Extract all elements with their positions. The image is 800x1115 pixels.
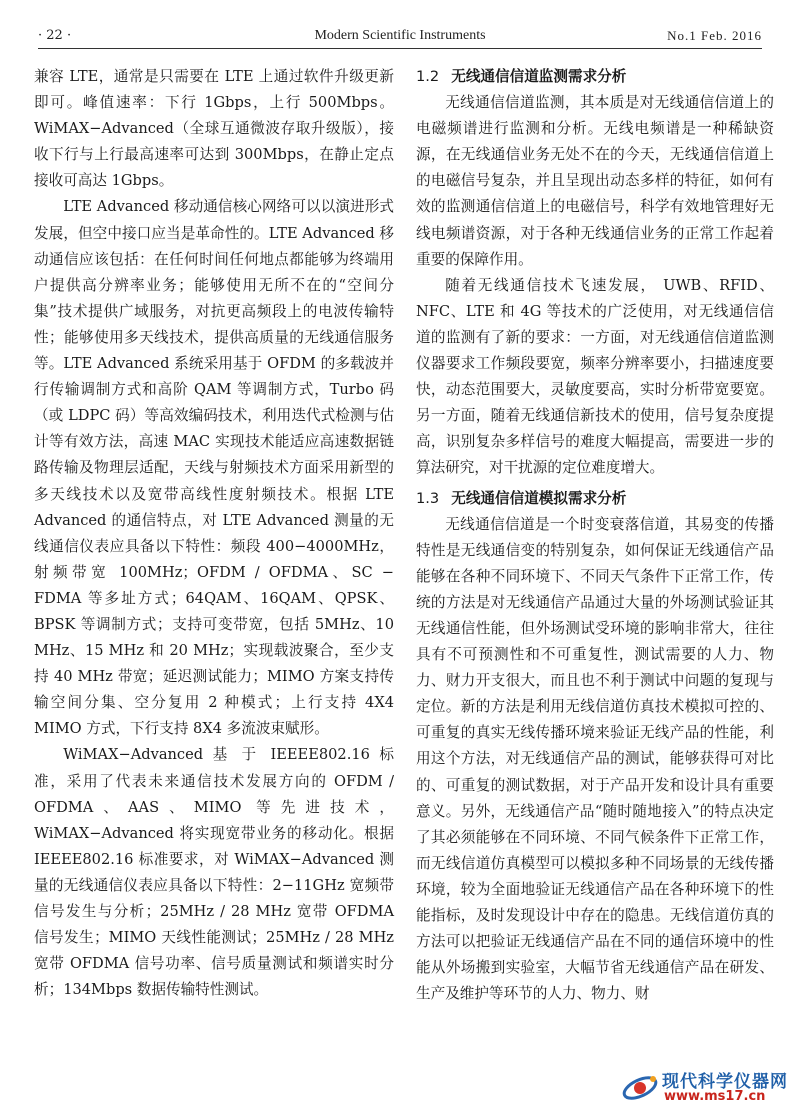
right-paragraph-1: 无线通信信道监测，其本质是对无线通信信道上的电磁频谱进行监测和分析。无线电频谱是一种稀缺资源，在无线通信业务无处不在的今天，无线通信信道上的电磁信号复杂，并且呈现出动态多样的特征，如何有效的监测通信信道上的电磁信号，科学有效地管理好无线电频谱资源，对于各种无线通信业务的正常工作起着重要的保障作用。	[416, 94, 774, 268]
journal-name: Modern Scientific Instruments	[314, 28, 486, 43]
right-column	[416, 64, 774, 1007]
watermark-title: 现代科学仪器网	[662, 1072, 788, 1092]
section-heading-1-2	[416, 64, 774, 90]
page-number: · 22 ·	[38, 28, 72, 43]
header-divider	[38, 48, 762, 49]
section-number: 1.3	[416, 489, 440, 507]
left-paragraph-2: LTE Advanced 移动通信核心网络可以以演进形式发展，但空中接口应当是革命性的。LTE Advanced 移动通信应该包括：在任何时间任何地点都能够为终端用户提供高分辨率业务；能够使用无所不在的“空间分集”技术提供广域服务，对抗更高频段上的电波传输特性；能够使用多天线技术，提供高质量的无线通信服务等。LTE Advanced 系统采用基于 OFDM 的多载波并行传输调制方式和高阶 QAM 等调制方式，Turbo 码（或 LDPC 码）等高效编码技术，利用迭代式检测与估计等有效方法，高速 MAC 实现技术能适应高速数据链路传输及物理层适配，天线与射频技术方面采用新型的多天线技术以及宽带高线性度射频技术。根据 LTE Advanced 的通信特点，对 LTE Advanced 测量的无线通信仪表应具备以下特性：频段 400−4000MHz，射频带宽 100MHz；OFDM / OFDMA、SC − FDMA 等多址方式；64QAM、16QAM、QPSK、BPSK 等调制方式；支持可变带宽，包括 5MHz、10 MHz、15 MHz 和 20 MHz；实现载波聚合，至少支持 40 MHz 带宽；延迟测试能力；MIMO 方案支持传输空间分集、空分复用 2 种模式；上行支持 4X4 MIMO 方式，下行支持 8X4 多流波束赋形。	[34, 198, 394, 738]
left-paragraph-1: 兼容 LTE，通常是只需要在 LTE 上通过软件升级更新即可。峰值速率：下行 1Gbps，上行 500Mbps。WiMAX−Advanced（全球互通微波存取升级版），接收下行与上行最高速率可达到 300Mbps，在静止定点接收可高达 1Gbps。	[34, 68, 394, 190]
watermark-url: www.ms17.cn	[664, 1089, 766, 1104]
left-paragraph-3: WiMAX−Advanced 基 于 IEEEE802.16 标准，采用了代表未来通信技术发展方向的 OFDM / OFDMA、AAS、MIMO 等先进技术，WiMAX−Advanced 将实现宽带业务的移动化。根据 IEEEE802.16 标准要求，对 WiMAX−Advanced 测量的无线通信仪表应具备以下特性：2−11GHz 宽频带信号发生与分析；25MHz / 28 MHz 宽带 OFDMA 信号发生；MIMO 天线性能测试；25MHz / 28 MHz 宽带 OFDMA 信号功率、信号质量测试和频谱实时分析；134Mbps 数据传输特性测试。	[34, 746, 394, 999]
site-watermark	[620, 1065, 790, 1109]
issue-info: No.1 Feb. 2016	[667, 28, 762, 43]
section-title: 无线通信信道监测需求分析	[451, 68, 627, 85]
section-title: 无线通信信道模拟需求分析	[451, 489, 627, 507]
section-heading-1-3	[416, 486, 774, 512]
running-header	[38, 26, 762, 48]
right-paragraph-2: 随着无线通信技术飞速发展， UWB、RFID、NFC、LTE 和 4G 等技术的广泛使用，对无线通信信道的监测有了新的要求：一方面，对无线通信信道监测仪器要求工作频段要宽，频率分辨率要小，扫描速度要快，动态范围要大，灵敏度要高，实时分析带宽要宽。另一方面，随着无线通信新技术的使用，信号复杂度提高，识别复杂多样信号的难度大幅提高，需要进一步的算法研究，对干扰源的定位难度增大。	[416, 276, 774, 477]
right-paragraph-3: 无线通信信道是一个时变衰落信道，其易变的传播特性是无线通信变的特别复杂，如何保证无线通信产品能够在各种不同环境下、不同天气条件下正常工作，传统的方法是对无线通信产品通过大量的外场测试验证其无线通信性能，但外场测试受环境的影响非常大，往往具有不可预测性和不可重复性，测试需要的人力、物力、财力开支很大，而且也不利于测试中问题的复现与定位。新的方法是利用无线信道仿真技术模拟可控的、可重复的真实无线传播环境来验证无线产品的性能，利用这个方法，对无线通信产品的测试，能够获得可对比的、可重复的测试数据，对于产品开发和设计具有重要意义。另外，无线通信产品“随时随地接入”的特点决定了其必须能够在不同环境、不同气候条件下正常工作，而无线信道仿真模型可以模拟多种不同场景的无线传播环境，较为全面地验证无线通信产品在各种环境下的性能指标，及时发现设计中存在的隐患。无线信道仿真的方法可以把验证无线通信产品在不同的通信环境中的性能从外场搬到实验室，大幅节省无线通信产品在研发、生产及维护等环节的人力、物力、财	[416, 515, 774, 1003]
section-number: 1.2	[416, 68, 440, 85]
left-column	[34, 64, 394, 1003]
orbit-logo-icon	[620, 1067, 660, 1107]
